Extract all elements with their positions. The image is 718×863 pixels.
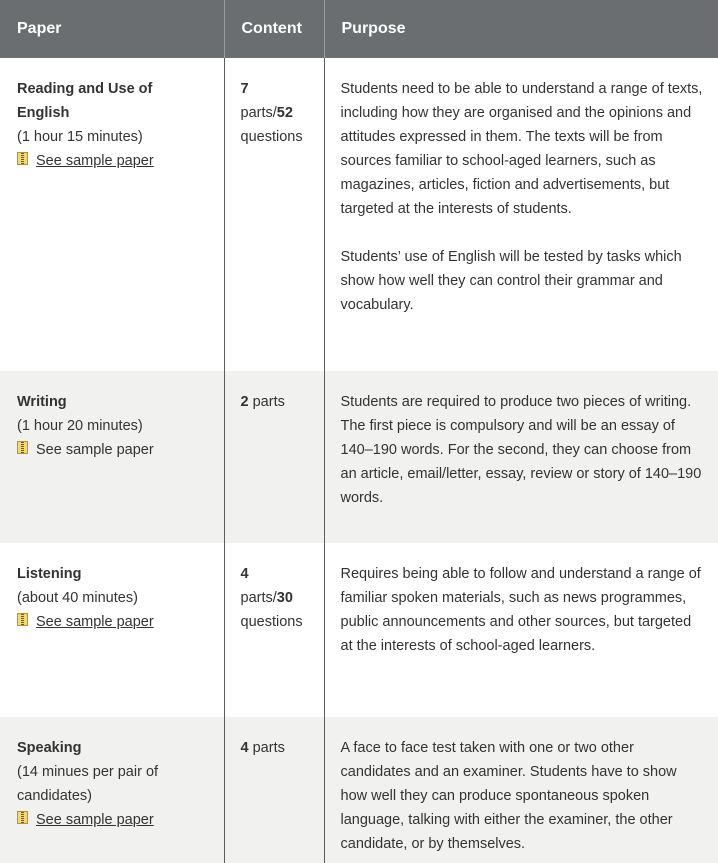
paper-name: Writing bbox=[17, 394, 67, 410]
zip-document-icon bbox=[17, 441, 29, 455]
parts-word: parts bbox=[252, 394, 285, 410]
zip-document-icon bbox=[17, 613, 29, 627]
see-sample-paper-link[interactable]: See sample paper bbox=[36, 442, 154, 458]
parts-count: 2 bbox=[240, 394, 249, 410]
purpose-paragraph: Requires being able to follow and understand a range of familiar spoken materials, such as news programmes, public announcements and other sources, but targeted at the interests of school-aged learners. bbox=[340, 566, 701, 654]
table-row-reading bbox=[0, 58, 718, 371]
zip-document-icon bbox=[17, 152, 29, 166]
header-paper: Paper bbox=[0, 0, 224, 58]
content-cell bbox=[224, 717, 324, 863]
purpose-paragraph: A face to face test taken with one or two other candidates and an examiner. Students have to show how well they can produce spontaneous spoken language, talking with either the examiner, the other candidate, or by themselves. bbox=[340, 740, 677, 852]
paper-duration: (1 hour 15 minutes) bbox=[17, 129, 143, 145]
questions-count: 30 bbox=[276, 590, 293, 606]
paper-duration: (about 40 minutes) bbox=[17, 590, 138, 606]
header-content: Content bbox=[224, 0, 324, 58]
parts-word: parts/ bbox=[240, 590, 277, 606]
parts-word: parts bbox=[252, 740, 285, 756]
header-purpose: Purpose bbox=[324, 0, 718, 58]
paper-duration: (14 minues per pair of candidates) bbox=[17, 764, 159, 804]
paper-duration: (1 hour 20 minutes) bbox=[17, 418, 143, 434]
purpose-cell bbox=[324, 58, 718, 371]
purpose-paragraph: Students are required to produce two pieces of writing. The first piece is compulsory and will be an essay of 140–190 words. For the second, they can choose from an article, email/letter, essay, review or story of 140–190 words. bbox=[340, 394, 702, 506]
purpose-cell bbox=[324, 717, 718, 863]
paper-name: Reading and Use of English bbox=[17, 81, 153, 121]
purpose-paragraph: Students’ use of English will be tested by tasks which show how well they can control their grammar and vocabulary. bbox=[340, 249, 682, 313]
parts-word: parts/ bbox=[240, 105, 277, 121]
table-row-writing bbox=[0, 371, 718, 543]
see-sample-paper-link[interactable]: See sample paper bbox=[36, 614, 154, 630]
purpose-cell bbox=[324, 543, 718, 717]
paper-cell bbox=[0, 58, 224, 371]
content-cell bbox=[224, 543, 324, 717]
purpose-paragraph: Students need to be able to understand a range of texts, including how they are organised and the opinions and attitudes expressed in them. The texts will be from sources familiar to school-aged learners, such as magazines, articles, fiction and advertisements, but targeted at the interests of students. bbox=[340, 81, 703, 217]
see-sample-paper-link[interactable]: See sample paper bbox=[36, 153, 154, 169]
content-cell bbox=[224, 371, 324, 543]
paper-cell bbox=[0, 543, 224, 717]
paper-name: Listening bbox=[17, 566, 82, 582]
table-row-listening bbox=[0, 543, 718, 717]
questions-count: 52 bbox=[276, 105, 293, 121]
parts-count: 7 bbox=[240, 81, 249, 97]
questions-word: questions bbox=[240, 129, 303, 145]
paper-name: Speaking bbox=[17, 740, 82, 756]
purpose-cell bbox=[324, 371, 718, 543]
parts-count: 4 bbox=[240, 566, 249, 582]
see-sample-paper-link[interactable]: See sample paper bbox=[36, 812, 154, 828]
table-row-speaking bbox=[0, 717, 718, 863]
paper-cell bbox=[0, 371, 224, 543]
parts-count: 4 bbox=[240, 740, 249, 756]
zip-document-icon bbox=[17, 811, 29, 825]
table-header-row bbox=[0, 0, 718, 58]
questions-word: questions bbox=[240, 614, 303, 630]
paper-cell bbox=[0, 717, 224, 863]
content-cell bbox=[224, 58, 324, 371]
